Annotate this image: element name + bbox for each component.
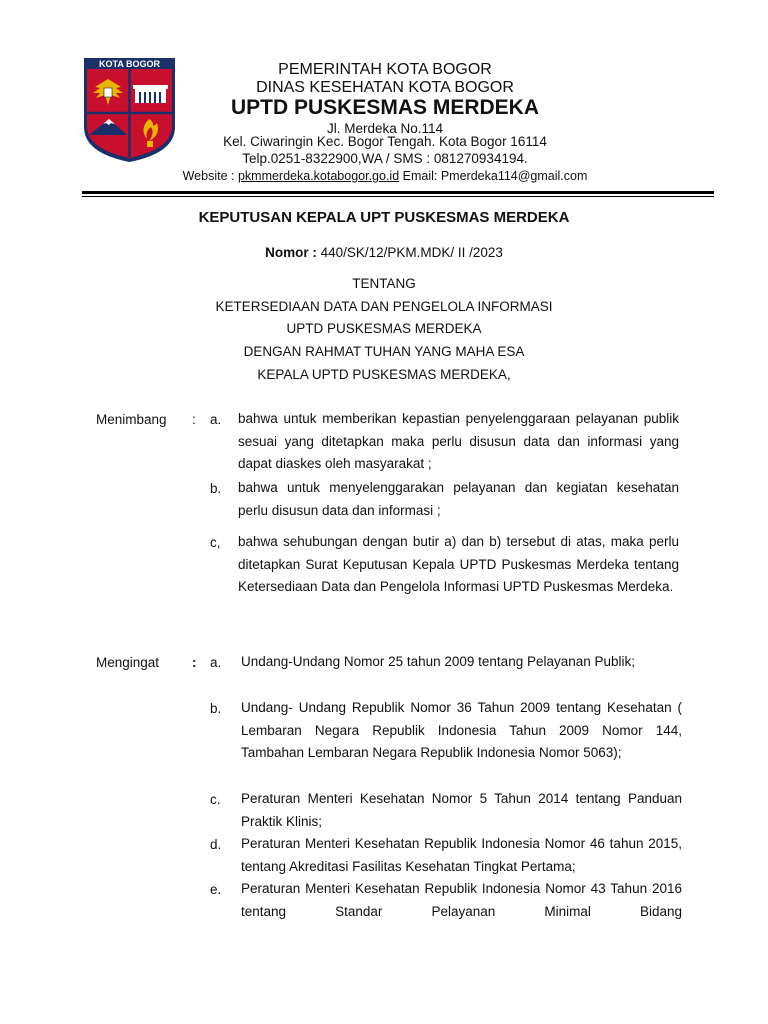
letterhead-address-street: Jl. Merdeka No.114 bbox=[326, 121, 444, 136]
mengingat-colon: : bbox=[192, 655, 197, 670]
menimbang-letter-a: a. bbox=[210, 412, 222, 427]
menimbang-item-c: bahwa sehubungan dengan butir a) dan b) tersebut di atas, maka perlu ditetapkan Surat Keputusan Kepala UPTD Puskesmas Merdeka tentang Ketersediaan Data dan Pengelola Informasi UPTD Puskesmas Merdeka. bbox=[238, 534, 679, 595]
letterhead-phone: Telp.0251-8322900,WA / SMS : 081270934194. bbox=[242, 151, 528, 166]
website-link[interactable]: pkmmerdeka.kotabogor.go.id bbox=[237, 169, 400, 183]
letterhead-rule-thin bbox=[82, 196, 714, 197]
tentang-heading: TENTANG bbox=[352, 276, 416, 291]
document-number-label: Nomor : bbox=[265, 245, 317, 260]
mengingat-letter-a: a. bbox=[210, 655, 222, 670]
menimbang-letter-c: c, bbox=[210, 535, 221, 550]
letterhead-department: DINAS KESEHATAN KOTA BOGOR bbox=[256, 79, 514, 96]
letterhead-contact bbox=[150, 169, 620, 183]
mengingat-item-a: Undang-Undang Nomor 25 tahun 2009 tentang Pelayanan Publik; bbox=[241, 654, 636, 669]
subject-line-1: KETERSEDIAAN DATA DAN PENGELOLA INFORMASI bbox=[215, 299, 553, 314]
menimbang-item-a: bahwa untuk memberikan kepastian penyelenggaraan pelayanan publik sesuai yang ditetapkan maka perlu disusun data dan informasi yang dapat diaskes oleh masyarakat ; bbox=[238, 411, 679, 472]
letterhead-institution: UPTD PUSKESMAS MERDEKA bbox=[230, 96, 540, 119]
document-title: KEPUTUSAN KEPALA UPT PUSKESMAS MERDEKA bbox=[198, 209, 570, 226]
mengingat-letter-d: d. bbox=[210, 837, 222, 852]
invocation-line: DENGAN RAHMAT TUHAN YANG MAHA ESA bbox=[243, 344, 525, 359]
mengingat-item-e: Peraturan Menteri Kesehatan Republik Indonesia Nomor 43 Tahun 2016 tentang Standar Pelayanan Minimal Bidang bbox=[241, 881, 682, 919]
mengingat-label: Mengingat bbox=[96, 655, 160, 670]
mengingat-item-d: Peraturan Menteri Kesehatan Republik Indonesia Nomor 46 tahun 2015, tentang Akreditasi Fasilitas Kesehatan Tingkat Pertama; bbox=[241, 836, 682, 874]
menimbang-letter-b: b. bbox=[210, 481, 222, 496]
menimbang-label: Menimbang bbox=[96, 412, 167, 427]
mengingat-item-c: Peraturan Menteri Kesehatan Nomor 5 Tahun 2014 tentang Panduan Praktik Klinis; bbox=[241, 791, 682, 829]
document-number bbox=[0, 245, 768, 260]
document-number-value: 440/SK/12/PKM.MDK/ II /2023 bbox=[316, 245, 503, 260]
mengingat-letter-c: c. bbox=[210, 792, 221, 807]
issuer-line: KEPALA UPTD PUSKESMAS MERDEKA, bbox=[257, 367, 511, 382]
letterhead-government: PEMERINTAH KOTA BOGOR bbox=[278, 61, 492, 78]
email-text: Email: Pmerdeka114@gmail.com bbox=[399, 169, 588, 183]
mengingat-item-b: Undang- Undang Republik Nomor 36 Tahun 2009 tentang Kesehatan ( Lembaran Negara Republik Indonesia Tahun 2009 Nomor 144, Tambahan Lembaran Negara Republik Indonesia Nomor 5063); bbox=[241, 700, 682, 761]
logo-lettering: KOTA BOGOR bbox=[99, 59, 160, 69]
mengingat-letter-e: e. bbox=[210, 882, 222, 897]
letterhead-address-district: Kel. Ciwaringin Kec. Bogor Tengah. Kota Bogor 16114 bbox=[223, 134, 547, 149]
menimbang-item-b: bahwa untuk menyelenggarakan pelayanan dan kegiatan kesehatan perlu disusun data dan informasi ; bbox=[238, 480, 679, 518]
letterhead-rule-thick bbox=[82, 191, 714, 194]
website-label: Website : bbox=[182, 169, 238, 183]
subject-line-2: UPTD PUSKESMAS MERDEKA bbox=[286, 321, 482, 336]
menimbang-colon: : bbox=[192, 412, 196, 427]
mengingat-letter-b: b. bbox=[210, 701, 222, 716]
